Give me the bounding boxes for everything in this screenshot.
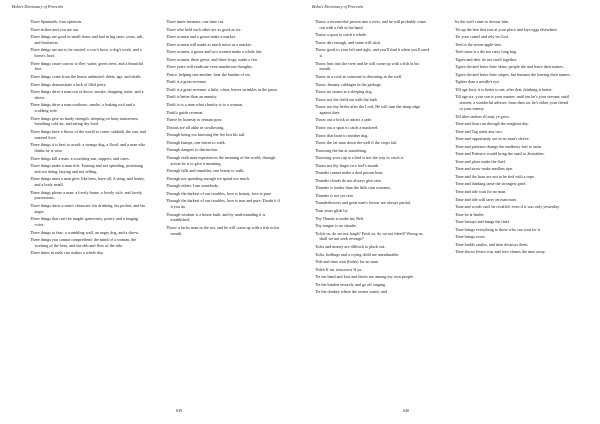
proverb-entry: Thy tongue is no slander. xyxy=(315,223,357,229)
proverb-entry: Tigers die and leave their stripes, but humans die leaving their names. xyxy=(455,71,571,77)
proverb-entry: Tigers and deer do not stroll together. xyxy=(455,56,518,62)
proverb-entry: Through falls and stumbles, one learns to walk. xyxy=(166,168,245,174)
proverb-entry: Time betrays and hangs the thief. xyxy=(455,219,511,225)
proverb-entry: Throwing your cap at a bird is not the way to catch it. xyxy=(315,155,404,161)
page-number: 640 xyxy=(403,408,409,413)
proverb-entry: Time and patience change the mulberry leaf to satin. xyxy=(455,143,542,149)
proverb-entry: Time builds castles, and time destroys them. xyxy=(455,241,529,247)
proverb-column-2 xyxy=(166,19,282,238)
proverb-entry: Three times in early rise makes a whole day. xyxy=(30,250,104,256)
proverb-entry: Three things drive a man outdoors: smoke, a leaking roof and a scolding wife. xyxy=(30,102,135,114)
proverb-entry: Thunderbowers and great men's favour are always partial. xyxy=(315,200,411,206)
proverb-entry: Through bumps, one learns to walk. xyxy=(166,139,226,145)
proverb-entry: Through not spending enough we spend too much. xyxy=(166,175,250,181)
proverb-entry: Time and tide will tarry on man man. xyxy=(455,196,517,202)
proverb-entry: Thunder clouds do not always give rain. xyxy=(315,177,382,183)
proverb-entry: Tidelt If mi, tomorrow If yu. xyxy=(315,266,363,272)
proverb-entry: Tied rouse is a dis tea carry long bag. xyxy=(455,49,517,55)
proverb-entry: Thrive by honesty or remain poor. xyxy=(166,117,223,123)
proverb-entry: Three things drive a man out of doors: smoke, dropping water, and a shrew. xyxy=(30,89,144,100)
proverb-entry: Throw not thy heifer after the Lord, He will turn the sharp edge against thee. xyxy=(315,104,421,115)
proverb-entry: Through the darkest of our troubles, love is true and pure. Doubt it if it you do. xyxy=(166,198,280,210)
proverb-entry: Through the darkest of our troubles, love is beauty, love is pure. xyxy=(166,190,272,196)
proverb-entry: Till age six, your son is your master; until ten he's your servant; until sixteen, a wonderful adviser; from then on, he's either your friend or your enemy. xyxy=(455,94,569,111)
proverb-entry: Time be at healer. xyxy=(455,211,485,217)
proverb-entry: Time brings roses. xyxy=(455,234,486,240)
proverb-entry: Three times measure, one time cut. xyxy=(166,19,225,24)
proverb-entry: Three women, a goose and two women make a whole fair. xyxy=(166,49,263,55)
proverb-entry: Three things cause sorrow to flee; water, green trees, and a beautiful face. xyxy=(30,60,144,72)
proverb-entry: Three things that can't be taught: generosity, poetry and a singing voice. xyxy=(30,216,138,228)
proverb-entry: Till ither taskers ill may ye grow. xyxy=(455,113,510,119)
proverb-entry: Time and tide wait for no man. xyxy=(455,188,507,194)
proverb-entry: Tied to the seven apple-tree. xyxy=(455,41,502,47)
proverb-entry: Throw him into the river and he will come up with a fish in his mouth. xyxy=(315,60,420,72)
proverb-entry: Tie up the hen that eats at your place and lays eggs elsewhere. xyxy=(455,26,558,32)
proverb-entry: Three things must a man give: like bees, have all, A sting, and honey, and a body small. xyxy=(30,176,145,188)
proverb-entry: Thunder cannot make a deaf person hear. xyxy=(315,170,384,176)
proverb-entry: Throw dirt enough, and some will stick. xyxy=(315,39,382,45)
proverb-entry: Three things you cannot comprehend: the mind of a woman, the working of the bees, and the ebb and flow of the tide. xyxy=(30,237,137,248)
proverb-entry: Tickle us, do we not laugh? Prick us, do we not bleed? Wrong us, shall we not seek revenge? xyxy=(315,230,424,242)
proverb-entry: Thy Thumb is under my Belt. xyxy=(315,215,365,221)
proverb-entry: Three things give us hardy strength: sleeping on hairy mattresses, breathing cold air, and eating dry food. xyxy=(30,115,139,127)
proverb-entry: Tie the burden securely and go off singing. xyxy=(315,281,387,287)
proverb-entry: Tide and time wait (bides) for no man. xyxy=(315,259,379,265)
proverb-entry: Tighter than a needle's eye. xyxy=(455,79,501,85)
proverb-entry: Till age forty it is better to eat, after that, drinking is better. xyxy=(455,86,553,92)
proverb-entry: Three women and a goose make a market. xyxy=(166,34,236,40)
proverb-entry: Tigers die and leave their skins; people die and leave their names. xyxy=(455,64,564,70)
proverb-entry: Time and hour run through the roughest day. xyxy=(455,121,529,127)
proverb-entry: Throw a resourceful person into a river, and he will probably come out with a fish in his hand. xyxy=(315,19,426,30)
proverb-entry: Tie the donkey where the owner wants, and xyxy=(315,289,388,295)
proverb-entry: Three things have a flavor of the world to come: sabbath, the sun, and married love. xyxy=(30,128,146,140)
proverb-entry: Thrift is a great revenue, a little, often, leaves wrinkles in the purse. xyxy=(166,86,278,92)
proverb-entry: Three things show a man's character: his drinking, his pocket, and his anger. xyxy=(30,203,146,214)
running-head: Bohn's Dictionary of Proverbs xyxy=(12,4,64,9)
proverb-entry: Ticks and money are difficult to pluck out. xyxy=(315,243,386,249)
proverb-entry: Time and Patience would bring the snail to Jerusalem. xyxy=(455,151,545,157)
proverb-entry: Throw no stones at a sleeping dog. xyxy=(315,89,373,95)
proverb-column-1 xyxy=(30,19,146,258)
proverb-entry: Three things are good in small doses and bad in big ones: yeast, salt, and hesitation. xyxy=(30,34,144,45)
proverb-entry: Time brings everything to those who can wait for it. xyxy=(455,226,542,232)
proverb-entry: Throw out a brick to attract a jade. xyxy=(315,117,373,123)
proverb-entry: Time and opportunity see in no man's sleeve. xyxy=(455,136,530,142)
proverb-entry: Time and place make the thief. xyxy=(455,158,507,164)
proverb-entry: Tie me hand and foot and throw me among my own people. xyxy=(315,274,414,280)
proverb-entry: Three years will eradicate even murderous thoughts. xyxy=(166,64,253,70)
proverb-entry: Three who hold each other are as good as six. xyxy=(166,26,242,32)
proverb-entry: Thunder is not yet rain. xyxy=(315,192,354,198)
proverb-entry: let the wolf come to devour him. xyxy=(455,19,510,24)
proverb-entry: Through dangers to distinction. xyxy=(166,147,218,153)
proverb-entry: Time and words can't be recalled, even if it was only yesterday. xyxy=(455,204,560,210)
proverb-entry: Three things demonstrate a lack of filial piety. xyxy=(30,81,107,87)
proverb-entry: Time and thinking tame the strongest grief. xyxy=(455,181,527,187)
proverb-entry: Thus years glide by. xyxy=(315,208,349,214)
proverb-entry: Throw a lucky man in the sea, and he will come up with a fish in his mouth. xyxy=(166,224,280,236)
proverb-entry: Throwing the bat at something. xyxy=(315,147,367,153)
proverb-entry: Three things to fear: a crumbling wall, an angry dog, and a shrew. xyxy=(30,229,140,235)
proverb-entry: Throw a sprat to catch a whale. xyxy=(315,32,367,38)
proverb-entry: Three strikes and you are out. xyxy=(30,26,80,32)
proverb-entry: Thrift is to a man what chastity is to a woman. xyxy=(166,102,243,108)
proverb-entry: Time and straw make medlars ripe. xyxy=(455,166,514,172)
proverb-entry: Three women, three geese, and three frogs, make a fair. xyxy=(166,56,258,62)
proverb-entry: Thrice, helping one another, bear the burden of six. xyxy=(166,71,251,77)
proverb-entry: Three things make a man rich: Earning and not spending, promising and not doing, buying and not selling. xyxy=(30,163,143,174)
page-number: 639 xyxy=(176,408,182,413)
proverb-column-2 xyxy=(455,19,571,257)
proverb-entry: Three things are not to be trusted; a cow's horn, a dog's tooth, and a horse's hoof. xyxy=(30,47,142,59)
proverb-entry: Time shows levies way and love chases the time away. xyxy=(455,249,546,255)
proverb-entry: Thrift is better than an annuity. xyxy=(166,94,218,100)
proverb-entry: Three women will make as much noise as a market. xyxy=(166,41,252,47)
proverb-entry: Throw in a rock as someone is drowning in the well. xyxy=(315,73,403,79)
proverb-entry: Ticks, bedbugs and a crying child are unendurable. xyxy=(315,251,400,257)
proverb-entry: Thunder is louder than the little rain warrants. xyxy=(315,185,392,191)
proverb-entry: Throw not the child out with the bath. xyxy=(315,96,378,102)
proverb-entry: Three things kill a man: a scorching sun, suppers, and cares. xyxy=(30,155,130,161)
proverb-entry: Throw January cabbages in the garbage. xyxy=(315,81,382,87)
proverb-entry: Throats are all alike in swallowing. xyxy=(166,124,225,130)
proverb-entry: Through others I am somebody. xyxy=(166,183,219,189)
proverb-entry: Three things come from the house unlimited: debts, age, and death. xyxy=(30,73,142,79)
proverb-entry: Three things it is best to avoid: a strange dog, a flood, and a man who thinks he is wise. xyxy=(30,142,146,154)
proverb-entry: Through wisdom is a house built, and by understanding it is established. xyxy=(166,211,266,223)
proverb-entry: Three Spaniards, four opinions. xyxy=(30,19,83,24)
proverb-entry: Time and the hour are not to be tied with a rope. xyxy=(455,173,535,179)
proverb-entry: Tie your camel and rely on God. xyxy=(455,34,509,40)
running-head: Bohn's Dictionary of Proverbs xyxy=(312,4,364,9)
proverb-entry: Throw that bone to another dog. xyxy=(315,132,369,138)
proverb-entry: Thrift is a great revenue. xyxy=(166,79,207,85)
proverb-entry: Throw good to your left and right, and you'll find it when you'll need it. xyxy=(315,47,430,59)
proverb-entry: Thrift's guide revenue. xyxy=(166,109,204,115)
proverb-entry: Through being too knowing the fox lost his tail. xyxy=(166,132,246,138)
proverb-entry: Through faith man experiences the meaning of the world; through action he is to give it meaning. xyxy=(166,154,276,166)
proverb-entry: Throw the fat man down the well if the crops fail. xyxy=(315,140,398,146)
proverb-entry: Time and Tag attest any two. xyxy=(455,128,503,134)
proverb-entry: Thrust not thy finger in a fool's mouth. xyxy=(315,162,380,168)
right-page xyxy=(300,0,600,424)
proverb-column-1 xyxy=(315,19,431,297)
proverb-entry: Throw out a sprat to catch a mackerel. xyxy=(315,125,379,131)
proverb-entry: Three things please a man: a lovely home, a lovely wife, and lovely possessions. xyxy=(30,189,142,201)
